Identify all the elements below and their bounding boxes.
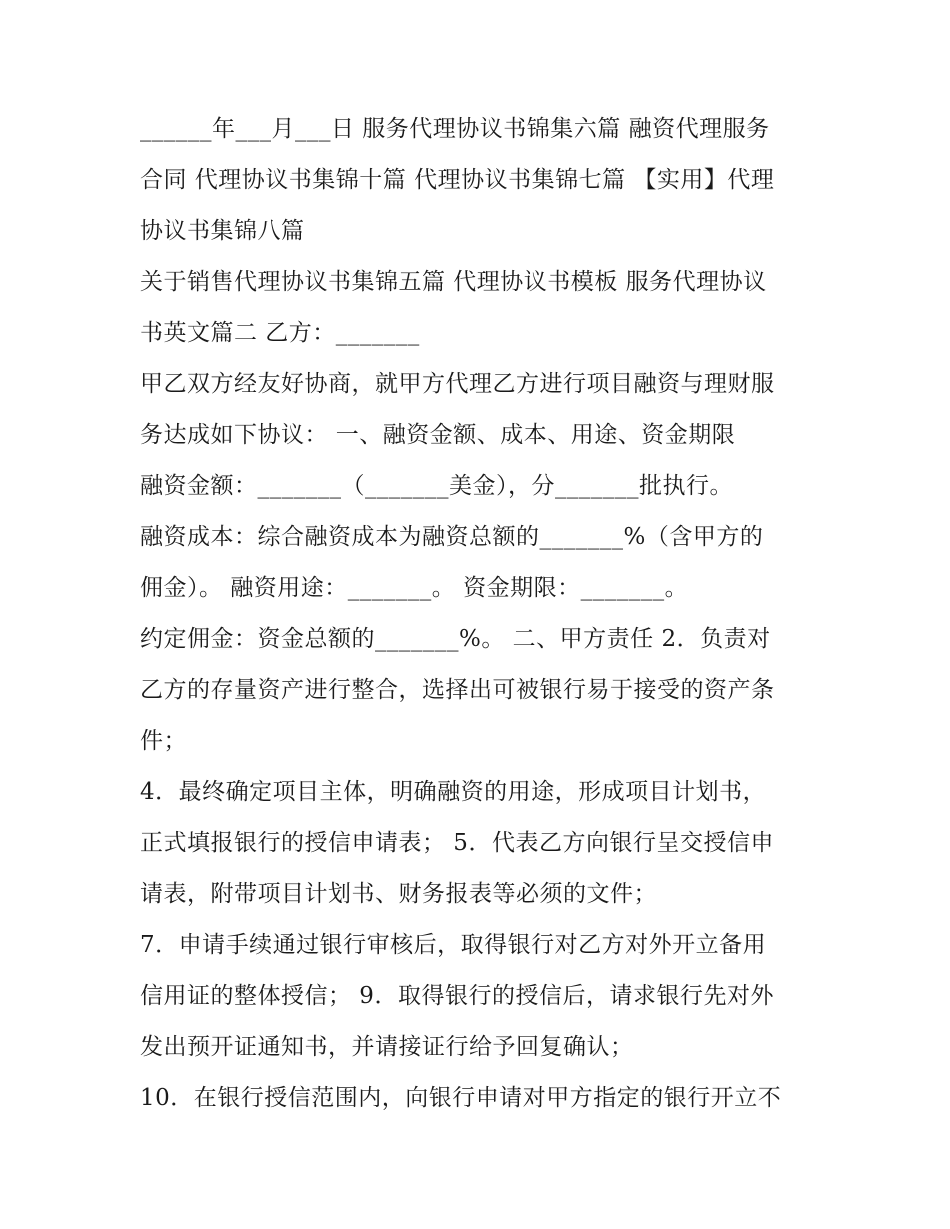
text-line: 佣金）。 融资用途：_______。 资金期限：_______。 xyxy=(140,575,689,601)
text-line: ______年___月___日 服务代理协议书锦集六篇 融资代理服务 xyxy=(140,116,770,142)
text-line: 正式填报银行的授信申请表； 5．代表乙方向银行呈交授信申 xyxy=(140,830,774,856)
text-line: 约定佣金：资金总额的_______%。 二、甲方责任 2．负责对 xyxy=(140,626,771,652)
text-line: 书英文篇二 乙方：_______ xyxy=(140,320,420,346)
text-line: 信用证的整体授信； 9．取得银行的授信后，请求银行先对外 xyxy=(140,983,774,1009)
text-line: 合同 代理协议书集锦十篇 代理协议书集锦七篇 【实用】代理 xyxy=(140,167,775,193)
text-line: 请表，附带项目计划书、财务报表等必须的文件； xyxy=(140,881,657,907)
text-line: 融资金额：_______（_______美金），分_______批执行。 xyxy=(140,473,733,499)
text-line: 务达成如下协议： 一、融资金额、成本、用途、资金期限 xyxy=(140,422,736,448)
text-line: 乙方的存量资产进行整合，选择出可被银行易于接受的资产条 xyxy=(140,677,775,703)
text-line: 4．最终确定项目主体，明确融资的用途，形成项目计划书， xyxy=(140,779,767,805)
text-line: 10．在银行授信范围内，向银行申请对甲方指定的银行开立不 xyxy=(140,1085,782,1111)
text-line: 甲乙双方经友好协商，就甲方代理乙方进行项目融资与理财服 xyxy=(140,371,775,397)
text-line: 关于销售代理协议书集锦五篇 代理协议书模板 服务代理协议 xyxy=(140,269,767,295)
document-body xyxy=(140,104,830,1124)
text-line: 发出预开证通知书，并请接证行给予回复确认； xyxy=(140,1034,634,1060)
text-line: 件； xyxy=(140,728,187,754)
text-line: 协议书集锦八篇 xyxy=(140,218,305,244)
text-line: 融资成本：综合融资成本为融资总额的_______%（含甲方的 xyxy=(140,524,764,550)
text-line: 7．申请手续通过银行审核后，取得银行对乙方对外开立备用 xyxy=(140,932,767,958)
